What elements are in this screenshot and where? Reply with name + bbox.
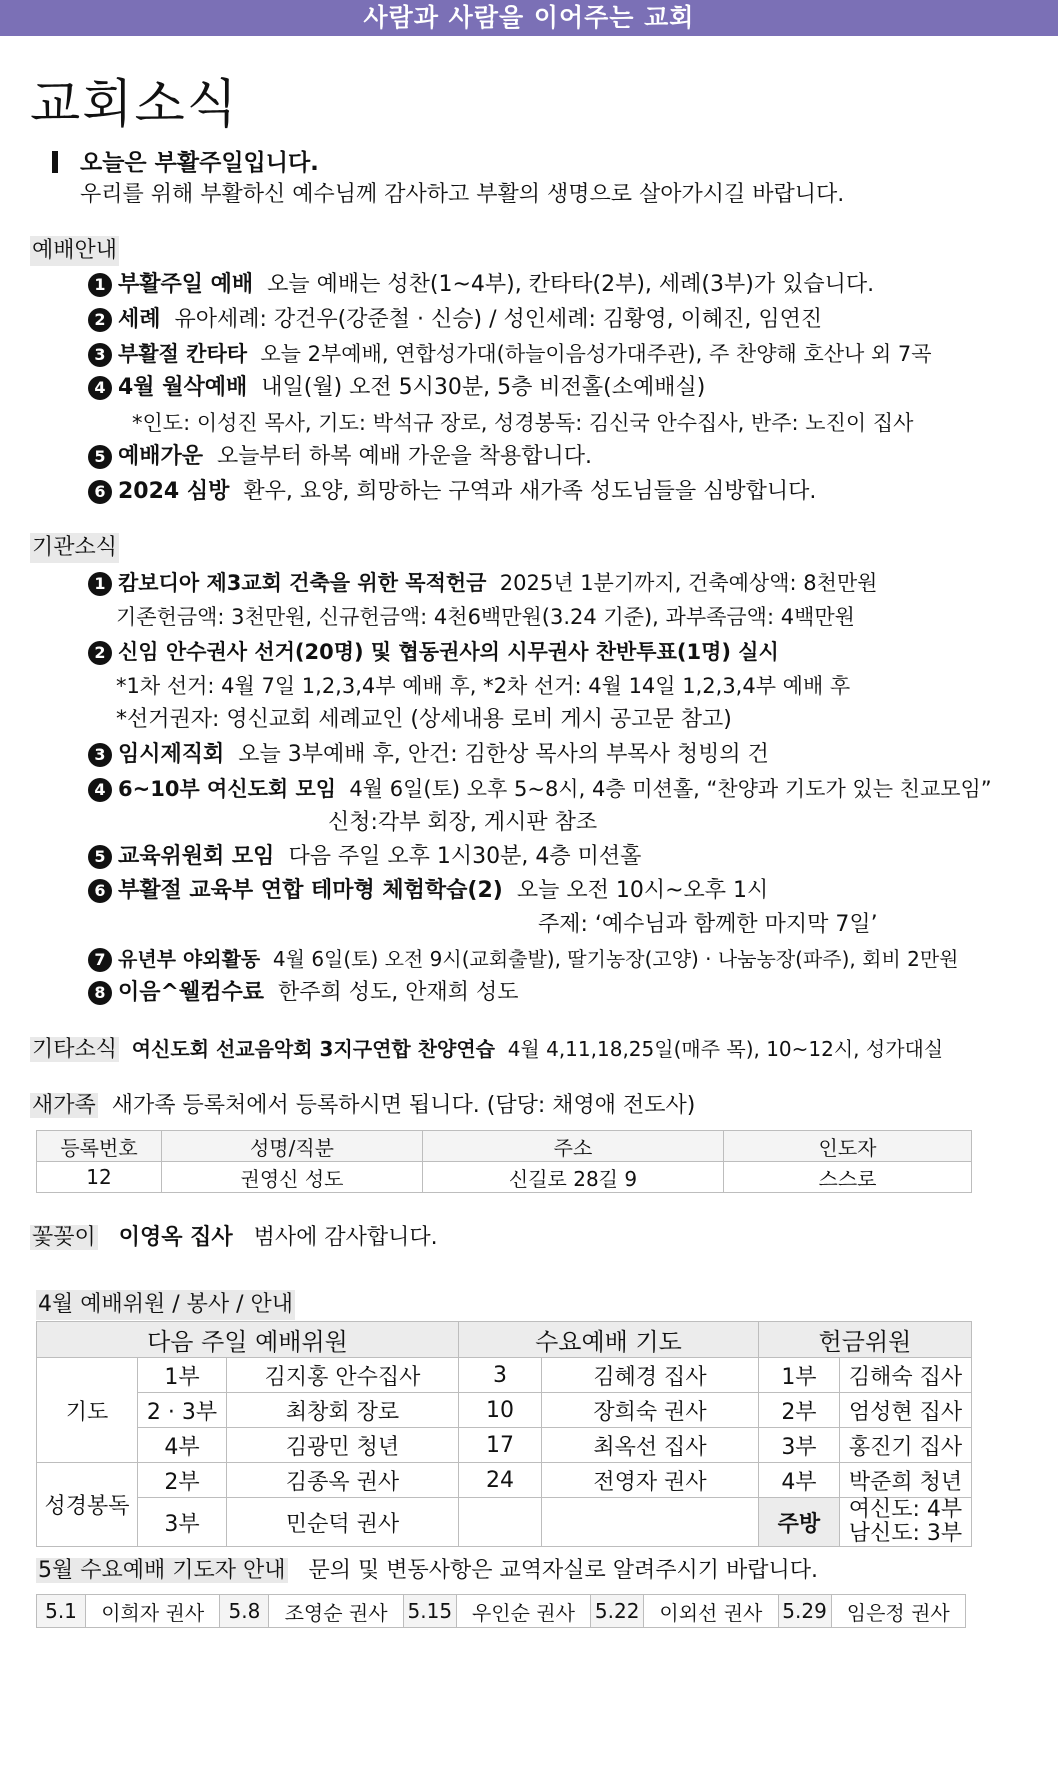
table-row	[37, 1358, 972, 1393]
text-segment: 부활절 칸타타	[118, 342, 248, 366]
table-cell: 김지홍 안수집사	[227, 1358, 459, 1393]
table-cell: 4부	[138, 1428, 227, 1463]
table-row	[37, 1498, 972, 1547]
number-icon: 5	[88, 845, 112, 869]
org-item	[88, 876, 768, 906]
table-cell: 민순덕 권사	[227, 1498, 459, 1547]
text-segment: 캄보디아 제3교회 건축을 위한 목적헌금	[118, 571, 487, 595]
table-cell: 김혜경 집사	[541, 1358, 758, 1393]
table-cell: 김해숙 집사	[839, 1358, 971, 1393]
col-header: 다음 주일 예배위원	[37, 1322, 459, 1358]
text-segment: 예배가운	[118, 444, 204, 469]
kitchen-label: 주방	[758, 1498, 839, 1547]
table-row	[37, 1428, 972, 1463]
text-segment: 한주희 성도, 안재희 성도	[277, 980, 519, 1005]
page-title: 교회소식	[30, 75, 239, 135]
worship-item	[88, 442, 592, 472]
col-header: 등록번호	[37, 1131, 162, 1162]
worship-item	[88, 373, 705, 403]
table-cell: 2부	[138, 1463, 227, 1498]
text-segment: 오늘 3부예배 후, 안건: 김한상 목사의 부목사 청빙의 건	[238, 742, 769, 767]
table-header	[37, 1131, 972, 1162]
col-header: 헌금위원	[758, 1322, 971, 1358]
table-cell: 스스로	[724, 1162, 972, 1193]
text-segment: 부활절 교육부 연합 테마형 체험학습(2)	[118, 878, 503, 903]
section-flowers: 꽃꽂이	[32, 1225, 96, 1250]
table-row	[37, 1463, 972, 1498]
table-cell: 임은정 권사	[831, 1595, 965, 1628]
text-segment: 4월 월삭예배	[118, 375, 248, 400]
table-cell: 신길로 28길 9	[423, 1162, 724, 1193]
worship-item	[88, 305, 822, 335]
worship-sub: *인도: 이성진 목사, 기도: 박석규 장로, 성경봉독: 김신국 안수집사, 반주: 노진이 집사	[132, 411, 914, 435]
org-item	[88, 568, 877, 598]
text-segment: 임시제직회	[118, 742, 225, 767]
table-cell: 5.15	[403, 1595, 456, 1628]
table-cell: 권영신 성도	[162, 1162, 423, 1193]
text-segment: 2025년 1분기까지, 건축예상액: 8천만원	[499, 571, 878, 595]
number-icon: 6	[88, 480, 112, 504]
flowers	[30, 1223, 438, 1253]
role-label: 성경봉독	[37, 1463, 138, 1547]
table-cell: 엄성현 집사	[839, 1393, 971, 1428]
table-cell: 김종옥 권사	[227, 1463, 459, 1498]
table-cell: 3부	[758, 1428, 839, 1463]
kitchen-cell	[839, 1498, 971, 1547]
text-segment: 신임 안수권사 선거(20명) 및 협동권사의 시무권사 찬반투표(1명) 실시	[118, 640, 779, 664]
may-table	[36, 1594, 966, 1628]
text-segment: 4월 6일(토) 오전 9시(교회출발), 딸기농장(고양) · 나눔농장(파주), 회비 2만원	[272, 947, 959, 971]
number-icon: 8	[88, 981, 112, 1005]
newfamily	[30, 1091, 695, 1121]
text-segment: 여신도회 선교음악회 3지구연합 찬양연습	[131, 1037, 495, 1061]
text-segment: 4월 4,11,18,25일(매주 목), 10~12시, 성가대실	[507, 1037, 944, 1061]
worship-item	[88, 339, 932, 369]
table-cell	[541, 1498, 758, 1547]
table-cell: 24	[458, 1463, 541, 1498]
table-cell: 5.8	[220, 1595, 269, 1628]
table-cell: 홍진기 집사	[839, 1428, 971, 1463]
table-cell: 4부	[758, 1463, 839, 1498]
text-segment: 내일(월) 오전 5시30분, 5층 비전홀(소예배실)	[261, 375, 706, 400]
section-org: 기관소식	[30, 533, 119, 563]
text-segment: 이음^웰컴수료	[118, 980, 264, 1005]
table-cell: 우인순 권사	[456, 1595, 590, 1628]
section-worship: 예배안내	[30, 236, 119, 266]
text-segment: 오늘은 부활주일입니다.	[80, 150, 319, 176]
table-cell: 2부	[758, 1393, 839, 1428]
intro-heading	[52, 148, 319, 178]
text-segment: 유아세례: 강건우(강준철 · 신승) / 성인세례: 김황영, 이혜진, 임연진	[174, 307, 823, 332]
number-icon: 3	[88, 343, 112, 367]
org-item	[88, 978, 518, 1008]
table-cell: 5.22	[591, 1595, 644, 1628]
org-sub: *선거권자: 영신교회 세례교인 (상세내용 로비 게시 공고문 참고)	[116, 707, 732, 732]
org-sub: 주제: ‘예수님과 함께한 마지막 7일’	[538, 912, 878, 937]
newfamily-table	[36, 1130, 972, 1193]
may	[36, 1556, 818, 1586]
banner: 사람과 사람을 이어주는 교회	[0, 0, 1058, 36]
table-cell: 5.29	[778, 1595, 831, 1628]
text-segment: 여신도: 4부	[848, 1497, 963, 1522]
org-item	[88, 774, 992, 804]
table-cell: 전영자 권사	[541, 1463, 758, 1498]
section-newfamily: 새가족	[32, 1093, 96, 1118]
table-cell: 이희자 권사	[86, 1595, 220, 1628]
bar-icon	[52, 151, 58, 173]
april-table	[36, 1321, 972, 1547]
text-segment: 세례	[118, 307, 161, 332]
text-segment: 오늘부터 하복 예배 가운을 착용합니다.	[217, 444, 593, 469]
text-segment: 새가족 등록처에서 등록하시면 됩니다. (담당: 채영애 전도사)	[111, 1093, 696, 1118]
text-segment: 부활주일 예배	[118, 272, 254, 297]
col-header: 인도자	[724, 1131, 972, 1162]
org-sub: 신청:각부 회장, 게시판 참조	[328, 810, 598, 835]
text-segment: 오늘 2부예배, 연합성가대(하늘이음성가대주관), 주 찬양해 호산나 외 7곡	[260, 342, 932, 366]
text-segment: 6~10부 여신도회 모임	[118, 777, 337, 801]
table-cell: 17	[458, 1428, 541, 1463]
table-cell: 2 · 3부	[138, 1393, 227, 1428]
col-header: 성명/직분	[162, 1131, 423, 1162]
number-icon: 1	[88, 273, 112, 297]
table-row	[37, 1162, 972, 1193]
table-cell: 5.1	[37, 1595, 86, 1628]
number-icon: 3	[88, 743, 112, 767]
table-cell: 장희숙 권사	[541, 1393, 758, 1428]
number-icon: 4	[88, 778, 112, 802]
number-icon: 2	[88, 308, 112, 332]
text-segment: 환우, 요양, 희망하는 구역과 새가족 성도님들을 심방합니다.	[243, 479, 817, 504]
text-segment: 4월 6일(토) 오후 5~8시, 4층 미션홀, “찬양과 기도가 있는 친교모임”	[349, 777, 992, 801]
org-sub: 기존헌금액: 3천만원, 신규헌금액: 4천6백만원(3.24 기준), 과부족금액: 4백만원	[116, 605, 855, 629]
number-icon: 6	[88, 879, 112, 903]
table-cell: 12	[37, 1162, 162, 1193]
table-cell: 1부	[138, 1358, 227, 1393]
number-icon: 2	[88, 641, 112, 665]
table-cell: 최옥선 집사	[541, 1428, 758, 1463]
table-row	[37, 1393, 972, 1428]
role-label: 기도	[37, 1358, 138, 1463]
table-cell: 1부	[758, 1358, 839, 1393]
number-icon: 4	[88, 376, 112, 400]
text-segment: 오늘 오전 10시~오후 1시	[516, 878, 769, 903]
table-cell: 조영순 권사	[269, 1595, 403, 1628]
text-segment: 교육위원회 모임	[118, 844, 275, 869]
text-segment: 2024 심방	[118, 479, 230, 504]
text-segment: 문의 및 변동사항은 교역자실로 알려주시기 바랍니다.	[308, 1558, 818, 1583]
text-segment: 오늘 예배는 성찬(1~4부), 칸타타(2부), 세례(3부)가 있습니다.	[267, 272, 875, 297]
table-cell: 10	[458, 1393, 541, 1428]
table-cell: 김광민 청년	[227, 1428, 459, 1463]
section-april: 4월 예배위원 / 봉사 / 안내	[36, 1290, 295, 1320]
intro-text: 우리를 위해 부활하신 예수님께 감사하고 부활의 생명으로 살아가시길 바랍니다.	[80, 182, 845, 207]
text-segment: 범사에 감사합니다.	[253, 1225, 438, 1250]
table-cell: 3부	[138, 1498, 227, 1547]
number-icon: 5	[88, 445, 112, 469]
table-cell: 박준희 청년	[839, 1463, 971, 1498]
col-header: 수요예배 기도	[458, 1322, 758, 1358]
org-sub: *1차 선거: 4월 7일 1,2,3,4부 예배 후, *2차 선거: 4월 14일 1,2,3,4부 예배 후	[116, 674, 851, 698]
table-cell: 최창회 장로	[227, 1393, 459, 1428]
number-icon: 1	[88, 572, 112, 596]
org-item	[88, 842, 641, 872]
org-item	[88, 637, 779, 667]
worship-item	[88, 270, 874, 300]
text-segment: 다음 주일 오후 1시30분, 4층 미션홀	[288, 844, 642, 869]
org-item	[88, 944, 959, 974]
text-segment: 유년부 야외활동	[118, 947, 261, 971]
col-header: 주소	[423, 1131, 724, 1162]
worship-item	[88, 477, 816, 507]
text-segment: 이영옥 집사	[118, 1225, 233, 1250]
table-cell: 이외선 권사	[644, 1595, 778, 1628]
section-etc: 기타소식	[32, 1037, 118, 1062]
org-item	[88, 740, 769, 770]
table-row	[37, 1595, 966, 1628]
number-icon: 7	[88, 948, 112, 972]
table-cell	[458, 1498, 541, 1547]
text-segment: 남신도: 3부	[848, 1521, 963, 1546]
etc-news	[30, 1034, 943, 1065]
table-cell: 3	[458, 1358, 541, 1393]
section-may: 5월 수요예배 기도자 안내	[38, 1558, 286, 1583]
